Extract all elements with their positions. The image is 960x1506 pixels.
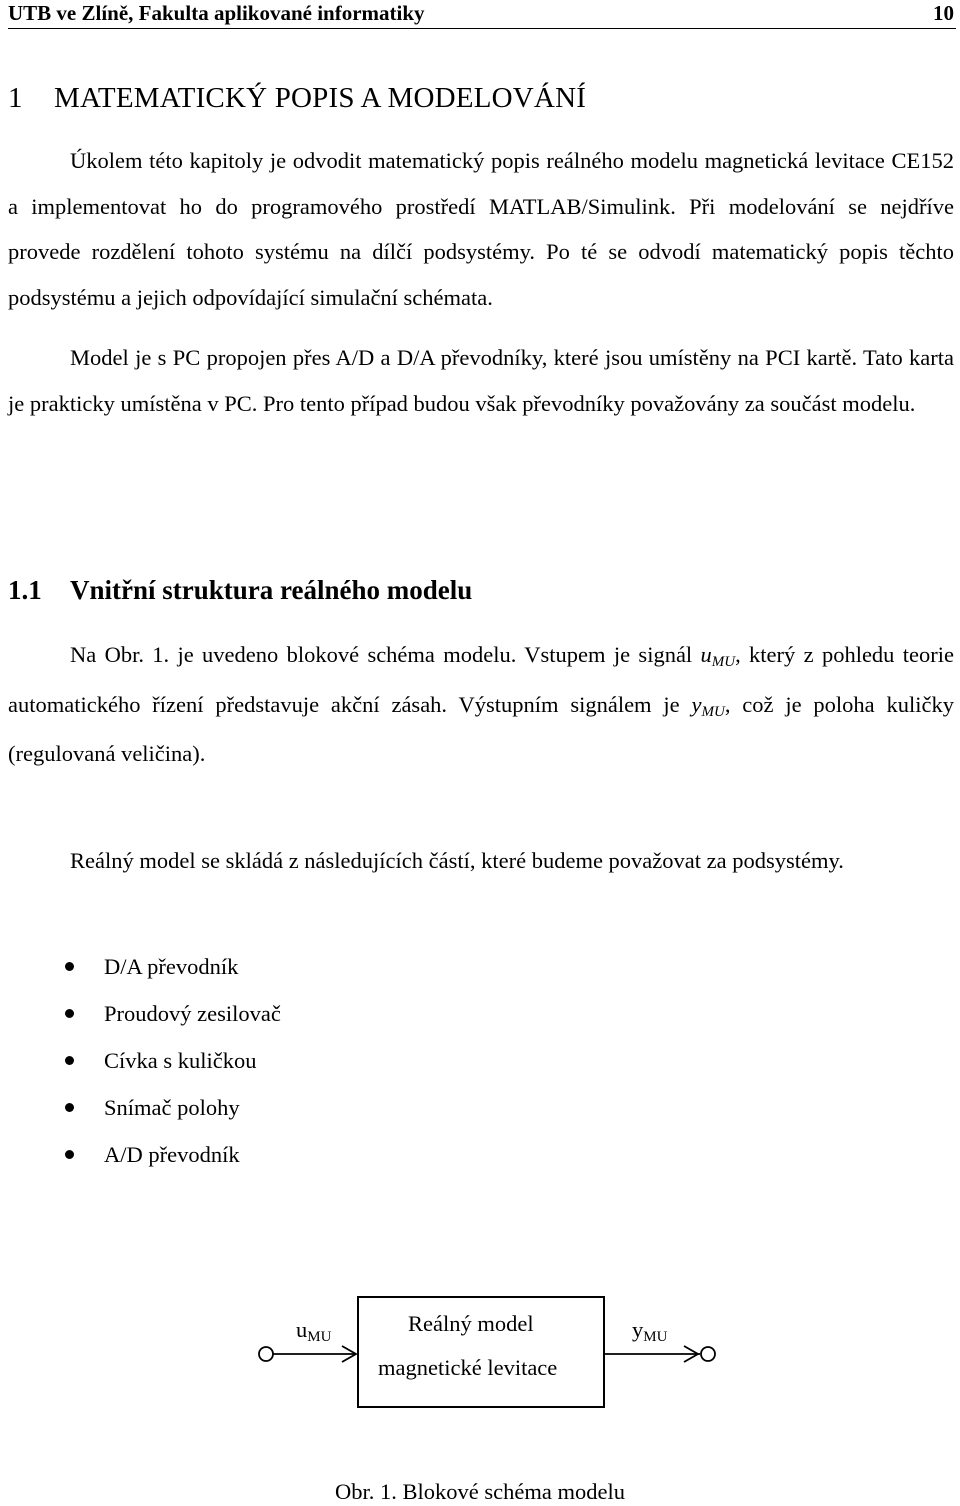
section-paragraph-2 — [8, 838, 954, 884]
bullet-icon — [65, 1056, 74, 1065]
intro-p2-text: Model je s PC propojen přes A/D a D/A převodníky, které jsou umístěny na PCI kartě. Tato karta je prakticky umístěna v PC. Pro tento případ budou však převodníky považovány za součást modelu. — [8, 345, 954, 416]
chapter-number: 1 — [8, 82, 23, 114]
block-label-line-2: magnetické levitace — [378, 1355, 558, 1380]
bullet-icon — [65, 1150, 74, 1159]
intro-paragraph-1 — [8, 138, 954, 320]
bullet-icon — [65, 962, 74, 971]
bullet-icon — [65, 1009, 74, 1018]
chapter-heading — [8, 80, 586, 116]
output-terminal-icon — [701, 1347, 715, 1361]
input-label: uMU — [296, 1317, 332, 1345]
var-y-sub: MU — [701, 703, 725, 720]
header-page-number: 10 — [933, 1, 954, 25]
section-paragraph-1 — [8, 632, 954, 777]
section-p1-a: Na Obr. 1. je uvedeno blokové schéma modelu. Vstupem je signál — [70, 642, 701, 667]
intro-paragraph-2 — [8, 335, 954, 426]
page-header — [8, 0, 956, 29]
block-label-line-1: Reálný model — [408, 1311, 534, 1336]
bullet-icon — [65, 1103, 74, 1112]
block-diagram — [0, 1280, 960, 1420]
figure-caption: Obr. 1. Blokové schéma modelu — [335, 1479, 625, 1504]
section-number: 1.1 — [8, 575, 42, 605]
header-institution: UTB ve Zlíně, Fakulta aplikované informatiky — [8, 1, 425, 25]
output-label: yMU — [632, 1317, 668, 1345]
var-u: u — [700, 642, 712, 667]
intro-p1-text: Úkolem této kapitoly je odvodit matematický popis reálného modelu magnetická levitace CE152 a implementovat ho do programového prostředí MATLAB/Simulink. Při modelování se nejdříve provede rozdělení tohoto systému na dílčí podsystémy. Po té se odvodí matematický popis těchto podsystému a jejich odpovídající simulační schémata. — [8, 148, 954, 310]
input-terminal-icon — [259, 1347, 273, 1361]
chapter-title: MATEMATICKÝ POPIS A MODELOVÁNÍ — [54, 82, 587, 114]
block-diagram-graphic — [0, 1280, 960, 1420]
section-p2-text: Reálný model se skládá z následujících částí, které budeme považovat za podsystémy. — [70, 848, 844, 873]
section-p1-b: , který z pohledu teorie automatického řízení představuje akční zásah. Výstupním signálem je — [8, 642, 954, 717]
var-y: y — [691, 691, 702, 717]
var-u-sub: MU — [711, 654, 736, 670]
section-title: Vnitřní struktura reálného modelu — [70, 575, 473, 605]
section-p1-c: , což je poloha kuličky (regulovaná veličina). — [8, 691, 954, 766]
section-heading — [8, 572, 472, 608]
